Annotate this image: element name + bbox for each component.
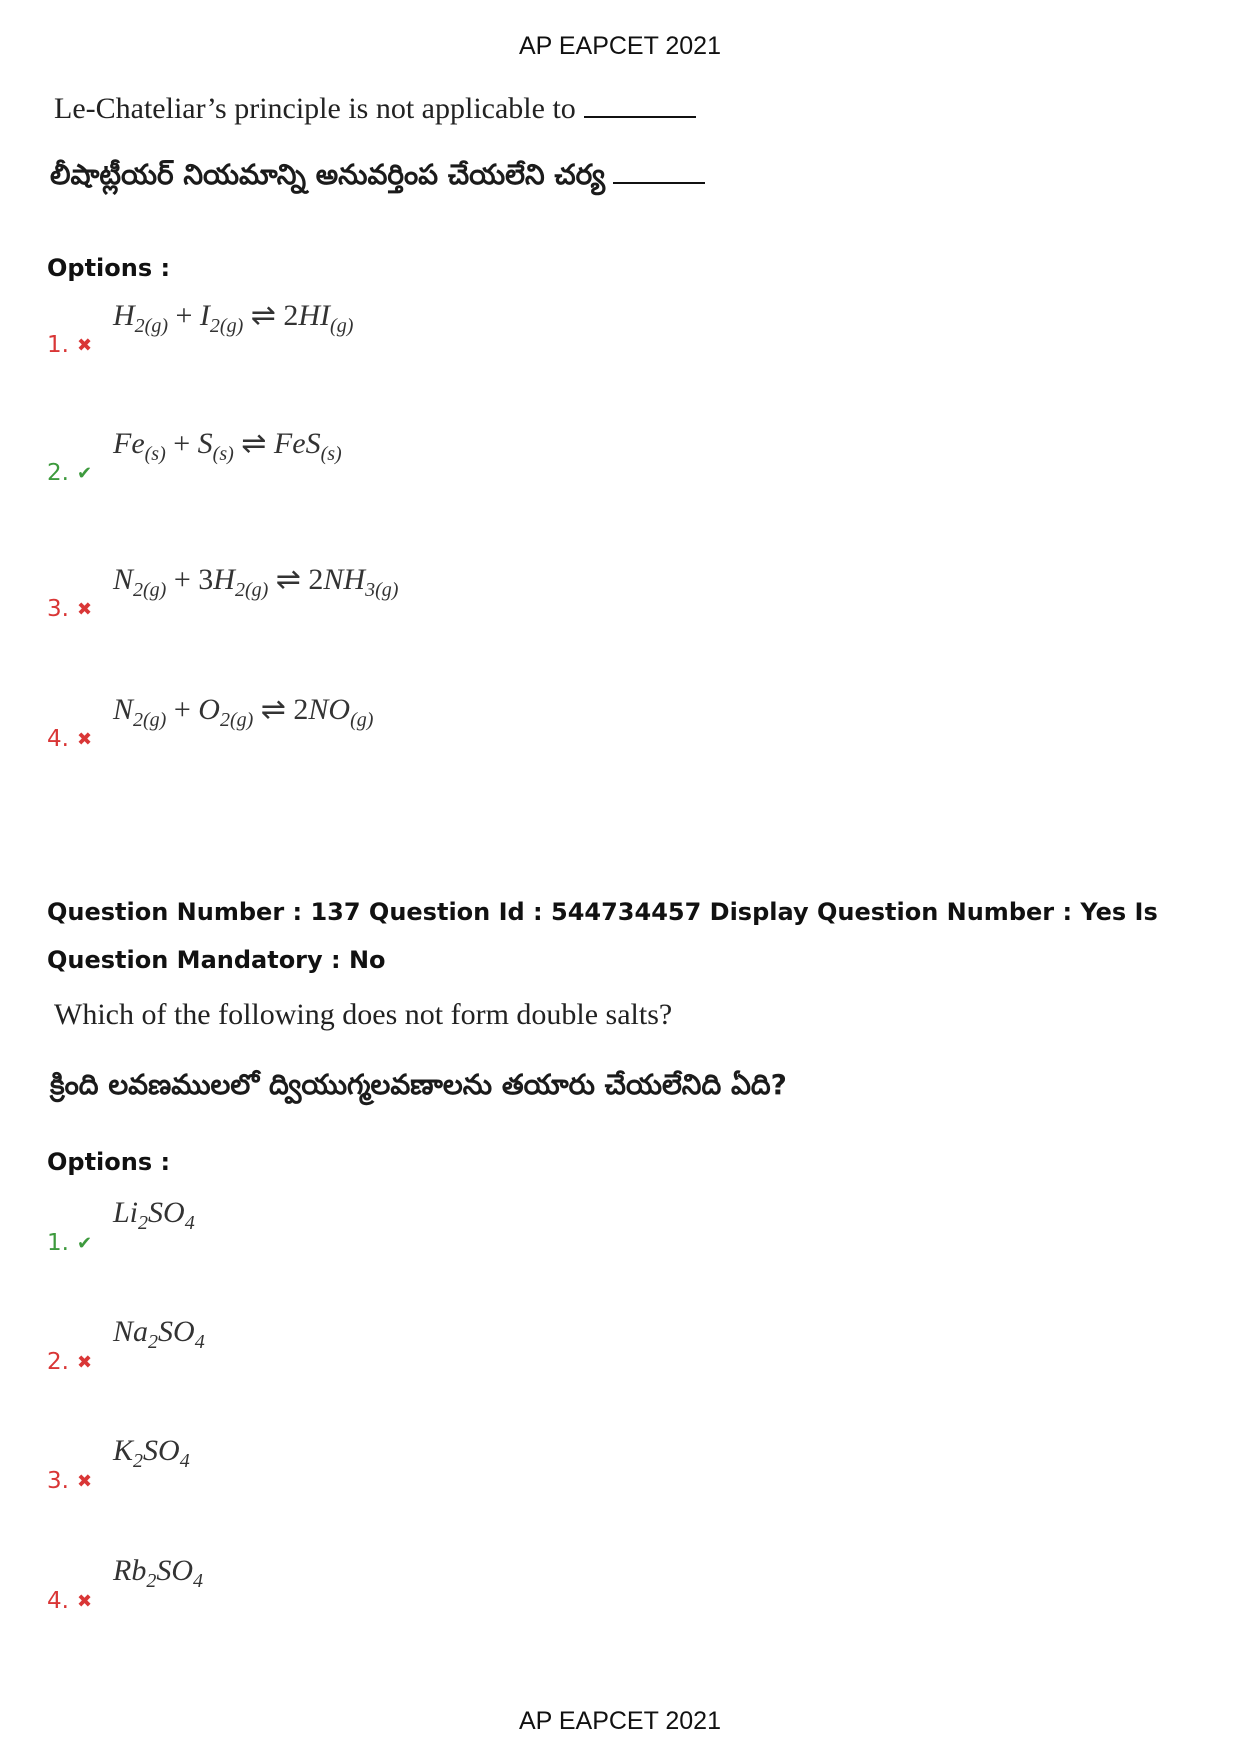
- question-meta: Question Number : 137 Question Id : 544734457 Display Question Number : Yes Is Question Mandatory : No: [47, 898, 1158, 974]
- option-formula: $Fe_{(s)} + S_{(s)}$ ⇌ FeS$_{(s)}$: [113, 427, 342, 465]
- option-formula: $K_2SO_4$: [113, 1434, 190, 1472]
- option-formula: $N_{2(g)} + O_{2(g)}$ ⇌ $2NO_{(g)}$: [113, 693, 374, 731]
- question-text-telugu: క్రింది లవణములలో ద్వియుగ్మలవణాలను తయారు చేయలేనిది ఏది?: [50, 1068, 787, 1101]
- option-formula: $Na_2SO_4$: [113, 1315, 205, 1353]
- question-text-english: Which of the following does not form double salts?: [54, 998, 673, 1031]
- question-text-telugu: లీషాట్లీయర్ నియమాన్ని అనువర్తింప చేయలేని చర్య: [50, 158, 705, 198]
- option-formula: $N_{2(g)} + 3H_{2(g)}$ ⇌ $2NH_{3(g)}$: [113, 563, 399, 601]
- option-3[interactable]: [47, 1434, 947, 1494]
- option-number: 3.: [47, 596, 69, 622]
- option-number: 1.: [47, 1230, 69, 1256]
- question-text-english: Le-Chateliar’s principle is not applicable to: [54, 92, 696, 126]
- wrong-mark-icon: ✖: [77, 1352, 93, 1373]
- correct-check-icon: ✔: [77, 463, 93, 484]
- option-2[interactable]: [47, 1315, 947, 1375]
- option-formula: $Li_2SO_4$: [113, 1196, 195, 1234]
- wrong-mark-icon: ✖: [77, 1591, 93, 1612]
- wrong-mark-icon: ✖: [77, 599, 93, 620]
- wrong-mark-icon: ✖: [77, 1471, 93, 1492]
- option-formula: $Rb_2SO_4$: [113, 1554, 203, 1592]
- correct-check-icon: ✔: [77, 1233, 93, 1254]
- option-number: 4.: [47, 1588, 69, 1614]
- option-1[interactable]: [47, 1196, 947, 1256]
- option-2[interactable]: [47, 426, 947, 486]
- option-1[interactable]: [47, 298, 947, 358]
- page-header: AP EAPCET 2021: [519, 32, 721, 60]
- option-number: 4.: [47, 726, 69, 752]
- option-formula: $H_{2(g)} + I_{2(g)}$ ⇌ $2HI_{(g)}$: [113, 299, 354, 337]
- option-3[interactable]: [47, 562, 947, 622]
- option-number: 3.: [47, 1468, 69, 1494]
- page-footer: AP EAPCET 2021: [519, 1707, 721, 1735]
- option-number: 1.: [47, 332, 69, 358]
- options-label: Options :: [47, 254, 171, 282]
- option-number: 2.: [47, 1349, 69, 1375]
- option-4[interactable]: [47, 1554, 947, 1614]
- option-4[interactable]: [47, 692, 947, 752]
- answer-blank: [584, 116, 696, 118]
- answer-blank: [613, 182, 705, 184]
- wrong-mark-icon: ✖: [77, 729, 93, 750]
- wrong-mark-icon: ✖: [77, 335, 93, 356]
- option-number: 2.: [47, 460, 69, 486]
- options-label: Options :: [47, 1148, 171, 1176]
